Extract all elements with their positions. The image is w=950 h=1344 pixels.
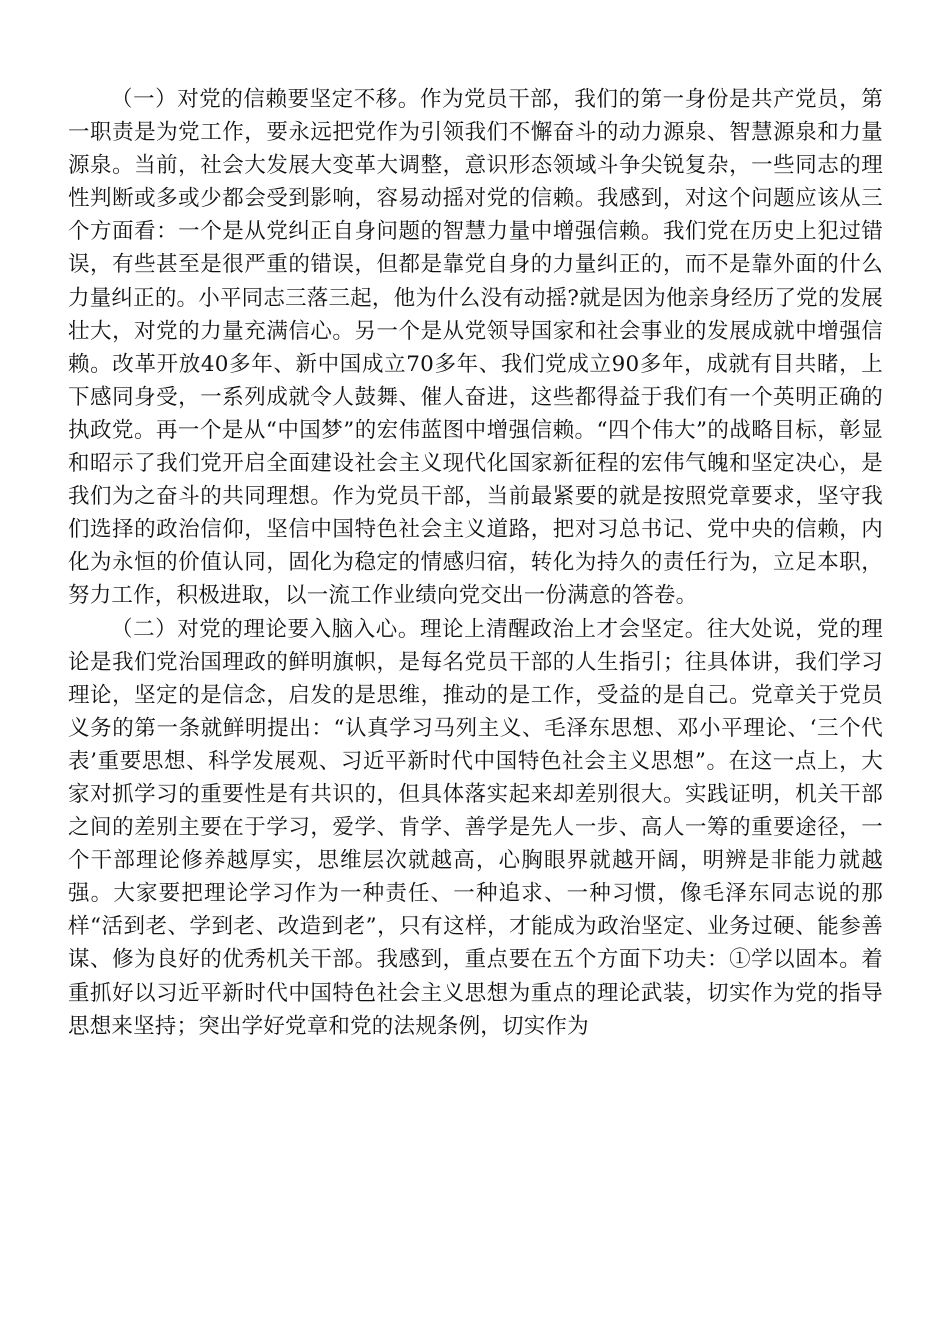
- document-body: [68, 83, 883, 1043]
- paragraph-2: （二）对党的理论要入脑入心。理论上清醒政治上才会坚定。往大处说，党的理论是我们党治国理政的鲜明旗帜，是每名党员干部的人生指引；往具体讲，我们学习理论，坚定的是信念，启发的是思维，推动的是工作，受益的是自己。党章关于党员义务的第一条就鲜明提出：“认真学习马列主义、毛泽东思想、邓小平理论、‘三个代表’重要思想、科学发展观、习近平新时代中国特色社会主义思想”。在这一点上，大家对抓学习的重要性是有共识的，但具体落实起来却差别很大。实践证明，机关干部之间的差别主要在于学习，爱学、肯学、善学是先人一步、高人一筹的重要途径，一个干部理论修养越厚实，思维层次就越高，心胸眼界就越开阔，明辨是非能力就越强。大家要把理论学习作为一种责任、一种追求、一种习惯，像毛泽东同志说的那样“活到老、学到老、改造到老”，只有这样，才能成为政治坚定、业务过硬、能参善谋、修为良好的优秀机关干部。我感到，重点要在五个方面下功夫：①学以固本。着重抓好以习近平新时代中国特色社会主义思想为重点的理论武装，切实作为党的指导思想来坚持；突出学好党章和党的法规条例，切实作为: [68, 616, 883, 1039]
- paragraph-1: （一）对党的信赖要坚定不移。作为党员干部，我们的第一身份是共产党员，第一职责是为党工作，要永远把党作为引领我们不懈奋斗的动力源泉、智慧源泉和力量源泉。当前，社会大发展大变革大调整，意识形态领域斗争尖锐复杂，一些同志的理性判断或多或少都会受到影响，容易动摇对党的信赖。我感到，对这个问题应该从三个方面看：一个是从党纠正自身问题的智慧力量中增强信赖。我们党在历史上犯过错误，有些甚至是很严重的错误，但都是靠党自身的力量纠正的，而不是靠外面的什么力量纠正的。小平同志三落三起，他为什么没有动摇?就是因为他亲身经历了党的发展壮大，对党的力量充满信心。另一个是从党领导国家和社会事业的发展成就中增强信赖。改革开放40多年、新中国成立70多年、我们党成立90多年，成就有目共睹，上下感同身受，一系列成就令人鼓舞、催人奋进，这些都得益于我们有一个英明正确的执政党。再一个是从“中国梦”的宏伟蓝图中增强信赖。“四个伟大”的战略目标，彰显和昭示了我们党开启全面建设社会主义现代化国家新征程的宏伟气魄和坚定决心，是我们为之奋斗的共同理想。作为党员干部，当前最紧要的就是按照党章要求，坚守我们选择的政治信仰，坚信中国特色社会主义道路，把对习总书记、党中央的信赖，内化为永恒的价值认同，固化为稳定的情感归宿，转化为持久的责任行为，立足本职，努力工作，积极进取，以一流工作业绩向党交出一份满意的答卷。: [68, 87, 883, 609]
